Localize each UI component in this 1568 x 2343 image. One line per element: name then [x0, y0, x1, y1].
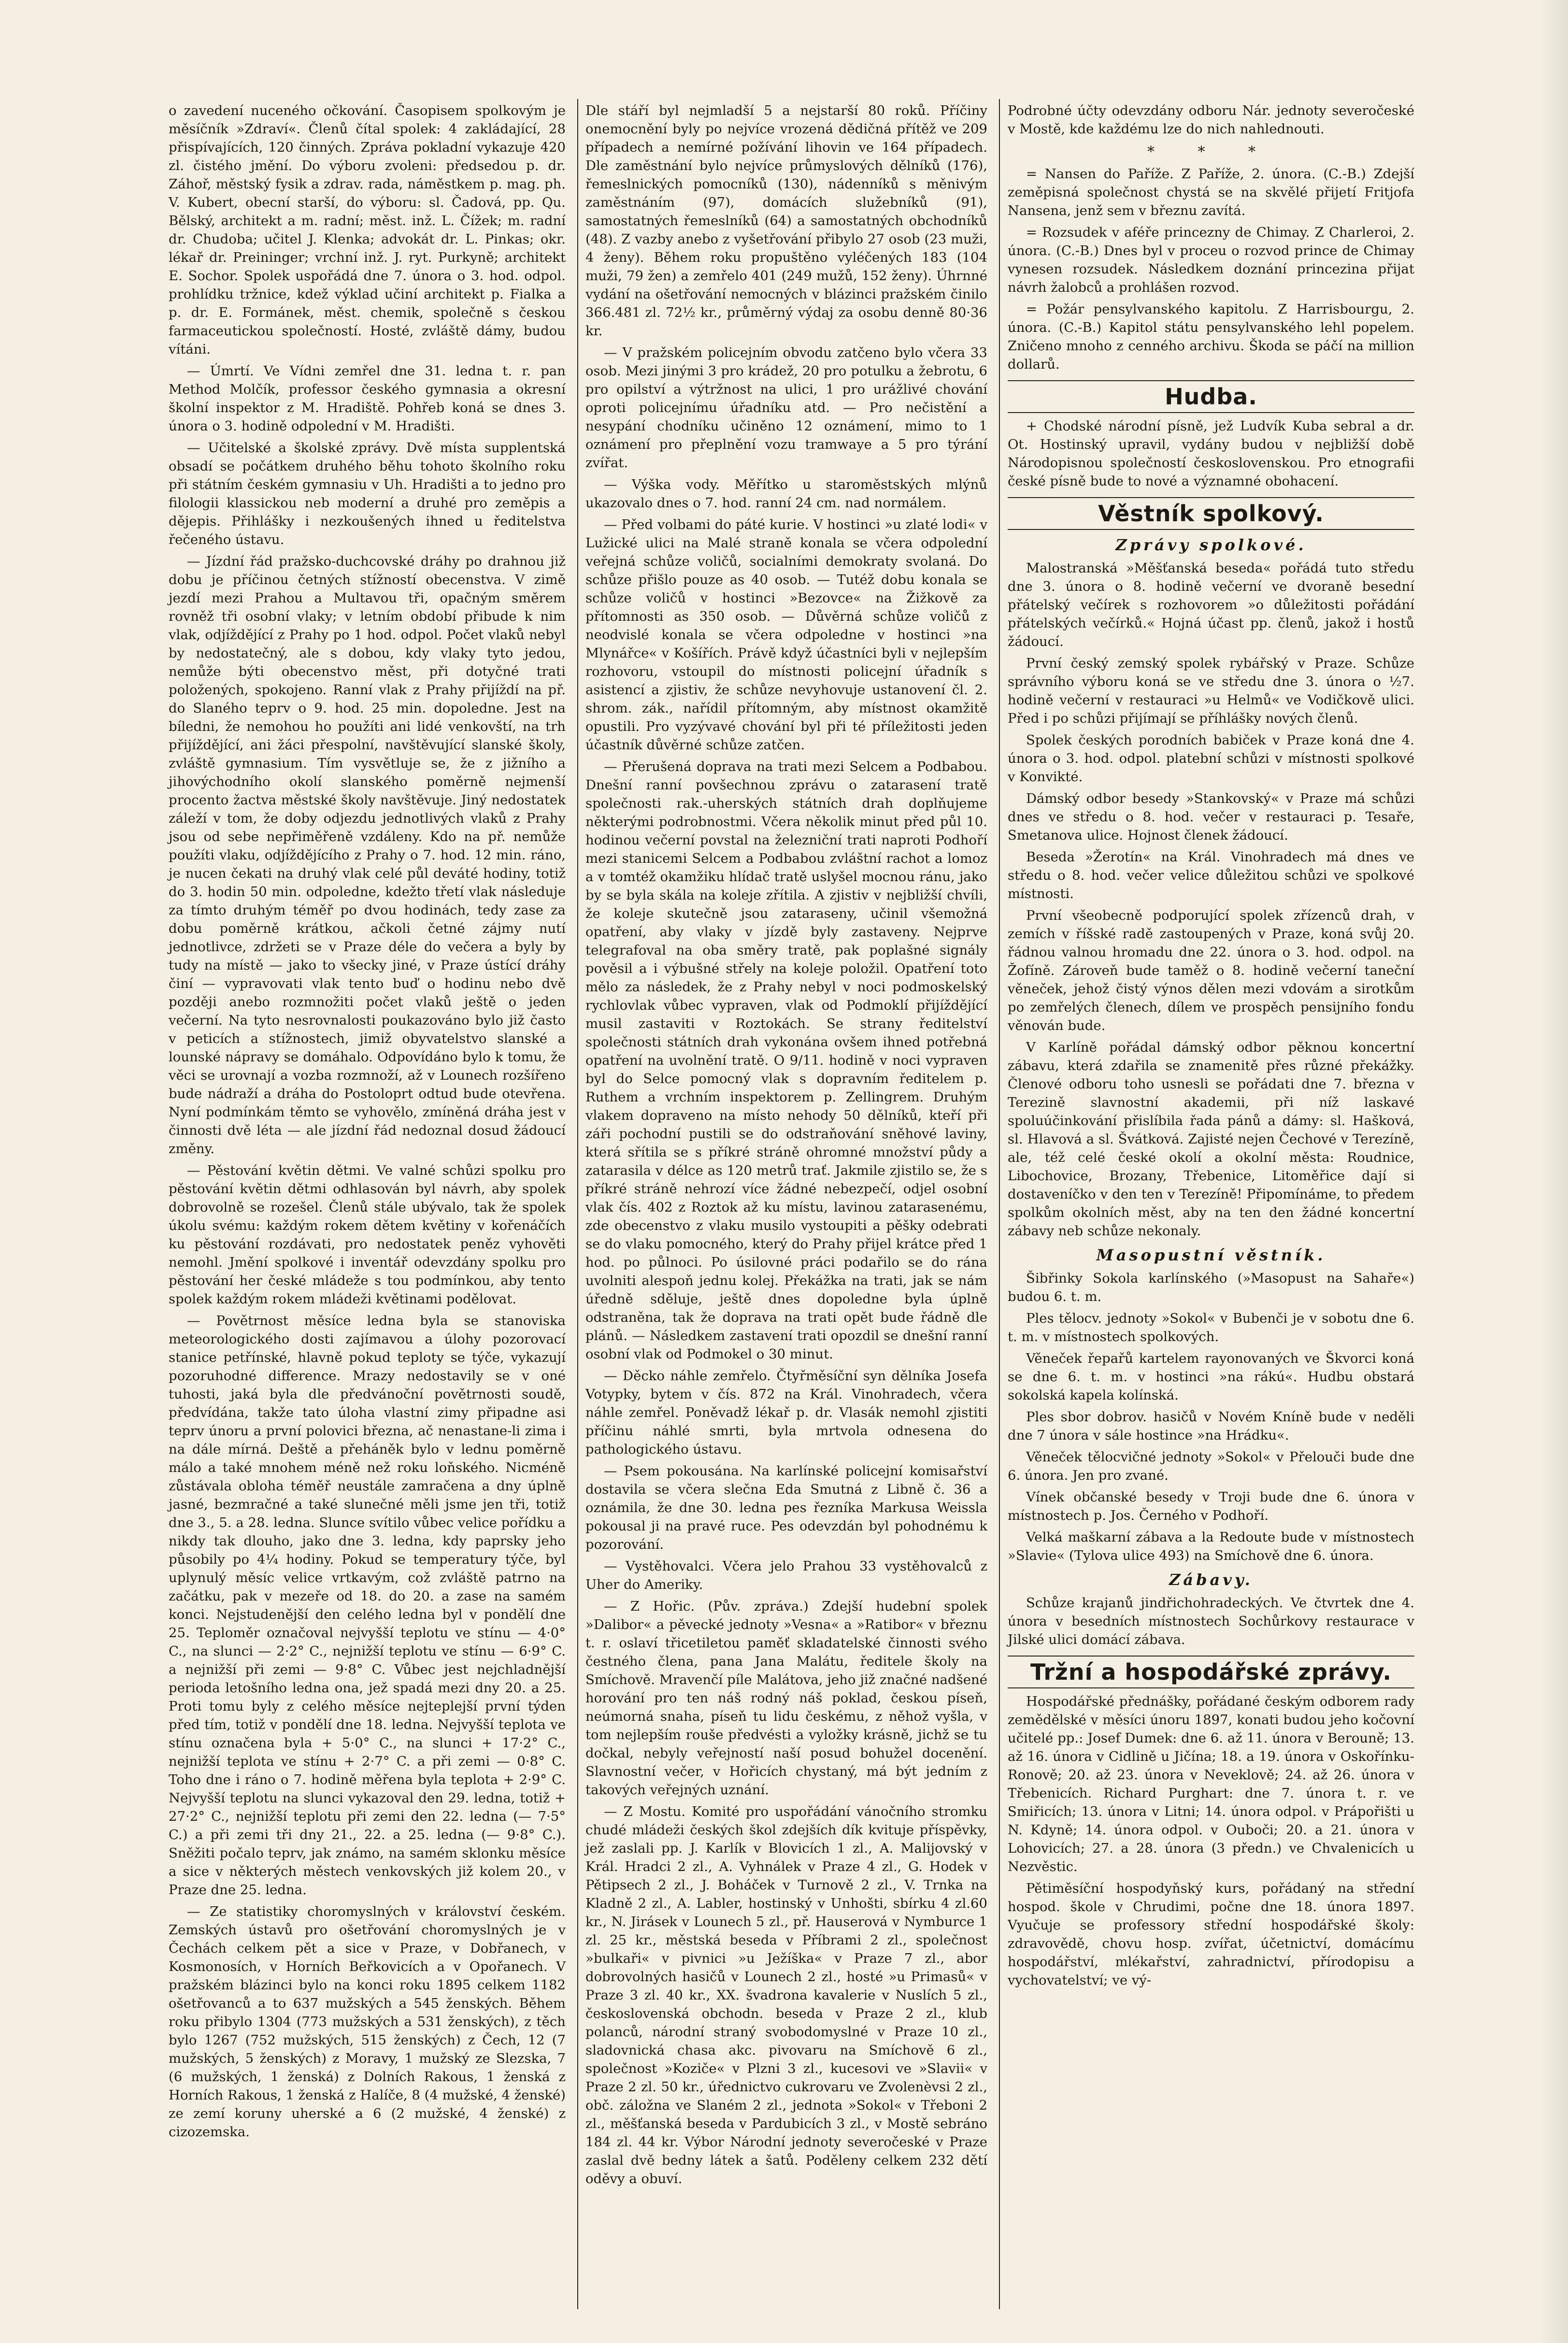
article-paragraph: = Rozsudek v aféře princezny de Chimay. Z Charleroi, 2. února. (C.-B.) Dnes byl v proceu o rozvod prince de Chimay vynesen rozsudek. Následkem doznání princezina přijat návrh žalobců a prohlášen rozvod. — [1008, 225, 1414, 295]
article-paragraph: — V pražském policejním obvodu zatčeno bylo včera 33 osob. Mezi jinými 3 pro krádež, 20 pro potulku a žebrotu, 6 pro opilství a výtržnost na ulici, 1 pro urážlivé chování oproti policejnímu úřadníku atd. — Pro nečistění a nesypání chodníku učiněno 12 oznámení, mimo to 1 oznámení pro přeplnění vozu tramwaye a 5 pro týrání zvířat. — [585, 345, 987, 471]
section-heading-clubs: Věstník spolkový. — [1008, 497, 1414, 530]
article-paragraph: — Jízdní řád pražsko-duchcovské dráhy po drahnou již dobu je příčinou četných stížností obecenstva. V zimě jezdí mezi Prahou a Multavou tři, opačným směrem rovněž tři osobní vlaky; v letním období přibude k nim vlak, odjíždějící z Prahy po 1 hod. odpol. Počet vlaků nebyl by nedostatečný, ale s dobou, kdy vlaky tyto jedou, nemůže býti obecenstvo měst, při dotyčné trati položených, spokojeno. Ranní vlak z Prahy přijíždí na př. do Slaného teprv o 9. hod. 25 min. dopoledne. Jest na bíledni, že nemohou ho použíti ani lidé venkovští, na trh přijíždějící, ani žáci přespolní, navštěvující slanské školy, zvláště gymnasium. Tím vysvětluje se, že z jižního a jihovýchodního okolí slanského poměrně nejmenší procento žactva městské školy navštěvuje. Jiný nedostatek záleží v tom, že doby odjezdu jednotlivých vlaků z Prahy jsou od sebe nepřiměřeně vzdáleny. Kdo na př. nemůže použíti vlaku, odjíždějícího z Prahy o 7. hod. 12 min. ráno, je nucen čekati na druhý vlak celé půl deváté hodiny, totiž do 3. hodin 50 min. odpoledne, kdežto třetí vlak následuje za tímto druhým téměř po dvou hodinách, tedy zase za dobu poměrně krátkou, ačkoli četné zájmy nutí jednotlivce, zdržeti se v Praze déle do večera a byly by tudy na místě — jako to všecky jiné, v Praze ústící dráhy činí — vypravovati vlak tento buď o hodinu nebo dvě později anebo rozmnožiti počet vlaků ještě o jeden večerní. Na tyto nesrovnalosti poukazováno bylo již často v peticích a stížnostech, jimiž obyvatelstvo slanské a lounské nápravy se domáhalo. Odpovídáno bylo k tomu, že věci se urovnají a vozba rozmnoží, až v Lounech rozšířeno bude nádraží a dráha do Postoloprt odtud bude otevřena. Nyní podmínkám těmto se vyhovělo, zmíněná dráha jest v činnosti dvě léta — ale jízdní řád nedoznal dosud žádoucí změny. — [169, 554, 566, 1157]
article-paragraph: Ples sbor dobrov. hasičů v Novém Kníně bude v neděli dne 7 února v sále hostince »na Hrádku«. — [1008, 1409, 1414, 1443]
article-paragraph: — Výška vody. Měřítko u staroměstských mlýnů ukazovalo dnes o 7. hod. ranní 24 cm. nad normálem. — [585, 477, 987, 511]
column-1 — [162, 101, 577, 2309]
article-paragraph: — Úmrtí. Ve Vídni zemřel dne 31. ledna t. r. pan Method Molčík, professor českého gymnasia a okresní školní inspektor z M. Hradiště. Pohřeb koná se dnes 3. února o 3. hodině odpolední v M. Hradišti. — [169, 363, 566, 434]
article-paragraph: Věneček řepařů kartelem rayonovaných ve Škvorci koná se dne 6. t. m. v hostinci »na rákú«. Hudbu obstará sokolská kapela kolínská. — [1008, 1351, 1414, 1403]
section-heading-market: Tržní a hospodářské zprávy. — [1008, 1656, 1414, 1688]
article-paragraph: o zavedení nuceného očkování. Časopisem spolkovým je měsíčník »Zdraví«. Členů čítal spolek: 4 zakládající, 28 přispívajících, 120 činných. Zpráva pokladní vykazuje 420 zl. čistého jmění. Do výboru zvoleni: předsedou p. dr. Záhoř, městský fysik a zdrav. rada, náměstkem p. mag. ph. V. Kubert, obecní starší, do výboru: sl. Čadová, pp. Qu. Bělský, architekt a m. radní; měst. inž. L. Čížek; m. radní dr. Chudoba; učitel J. Klenka; advokát dr. L. Pinkas; okr. lékař dr. Preininger; vrchní inž. J. ryt. Purkyně; architekt E. Sochor. Spolek uspořádá dne 7. února o 3. hod. odpol. prohlídku tržnice, kdež výklad učiní architekt p. Fialka a p. dr. E. Formánek, měst. chemik, společně s českou farmaceutickou společností. Hosté, zvláště dámy, budou vítáni. — [169, 103, 566, 357]
club-news-list — [1008, 559, 1414, 1240]
column-3 — [1001, 101, 1426, 2309]
article-paragraph: Pětiměsíční hospodyňský kurs, pořádaný na střední hospod. škole v Chrudimi, počne dne 18. února 1897. Vyučuje se professory střední hospodářské školy: zdravovědě, chovu hosp. zvířat, účetnictví, domácímu hospodářství, mlékařství, zahradnictví, přírodopisu a vychovatelství; ve vý- — [1008, 1881, 1414, 1988]
column-rule — [999, 99, 1000, 2309]
article-paragraph: — Učitelské a školské zprávy. Dvě místa supplentská obsadí se počátkem druhého běhu tohoto školního roku při státním českém gymnasiu v Uh. Hradišti a to jedno pro filologii klassickou neb moderní a druhé pro zeměpis a dějepis. Přihlášky i nezkoušených ihned u ředitelstva řečeného ústavu. — [169, 440, 566, 547]
article-paragraph: — Vystěhovalci. Včera jelo Prahou 33 vystěhovalců z Uher do Ameriky. — [585, 1558, 987, 1592]
article-paragraph: Dle stáří byl nejmladší 5 a nejstarší 80 roků. Příčiny onemocnění byly po nejvíce vrozená dědičná přítěž ve 209 případech a nemírné požívání lihovin ve 164 případech. Dle zaměstnání bylo nejvíce průmyslových dělníků (176), řemeslnických pomocníků (130), nádenníků s měnivým zaměstnáním (97), domácích služebníků (91), samostatných řemeslníků (64) a samostatných obchodníků (48). Z vazby anebo z vyšetřování přibylo 27 osob (23 muži, 4 ženy). Během roku propuštěno vyléčených 183 (104 muži, 79 žen) a zemřelo 401 (249 mužů, 152 ženy). Úhrnné vydání na ošetřování nemocných v blázinci pražském činilo 366.481 zl. 72½ kr., průměrný výdaj za osobu denně 80·36 kr. — [585, 103, 987, 339]
article-paragraph: Ples tělocv. jednoty »Sokol« v Bubenči je v sobotu dne 6. t. m. v místnostech spolkových. — [1008, 1311, 1414, 1344]
article-paragraph: — Z Hořic. (Pův. zpráva.) Zdejší hudební spolek »Dalibor« a pěvecké jednoty »Vesna« a »Ratibor« v březnu t. r. oslaví třicetiletou paměť skladatelské činnosti svého čestného člena, pana Jana Malátu, ředitele školy na Smíchově. Mravenčí píle Malátova, jeho již značné nadšené horování pro ten náš rodný náš poklad, českou píseň, neúmorná snaha, píseň tu lidu českému, z něhož vyšla, v tom nejlepším rouše předvésti a vyložky krásně, jichž se tu dočkal, nebyly veřejností naší posud bohužel docenění. Slavnostní večer, v Hořicích chystaný, má být jedním z takových veřejných uznání. — [585, 1599, 987, 1798]
article-paragraph: = Požár pensylvanského kapitolu. Z Harrisbourgu, 2. února. (C.-B.) Kapitol státu pensylvanského lehl popelem. Zničeno mnoho z cenného archivu. Škoda se páčí na million dollarů. — [1008, 301, 1414, 372]
article-paragraph: = Nansen do Paříže. Z Paříže, 2. února. (C.-B.) Zdejší zeměpisná společnost chystá se na skvělé přijetí Fritjofa Nansena, jenž sem v březnu zavítá. — [1008, 166, 1414, 218]
article-paragraph: — Děcko náhle zemřelo. Čtyřměsíční syn dělníka Josefa Votypky, bytem v čís. 872 na Král. Vinohradech, včera náhle zemřel. Poněvadž lékař p. dr. Vlasák nemohl zjistiti příčinu náhlé smrti, byla mrtvola odnesena do pathologického ústavu. — [585, 1368, 987, 1457]
article-paragraph: V Karlíně pořádal dámský odbor pěknou koncertní zábavu, která zdařila se znamenitě přes různé překážky. Členové odboru toho usnesli se pořádati dne 7. března v Terezině slavnostní akademii, při níž laskavé spoluúčinkování přislíbila řada pánů a dámy: sl. Hašková, sl. Hlavová a sl. Švátková. Zajisté nejen Čechové v Terezíně, ale, též celé české okolí a okolní města: Roudnice, Libochovice, Brozany, Třebenice, Litoměřice dají si dostaveníčko v den ten v Terezíně! Připomínáme, to předem spolkům okolních měst, aby na ten den žádné koncertní zábavy neb schůze nekonaly. — [1008, 1040, 1414, 1239]
article-paragraph: — Ze statistiky choromyslných v království českém. Zemských ústavů pro ošetřování choromyslných je v Čechách celkem pět a sice v Praze, v Dobřanech, v Kosmonosích, v Horních Beřkovicích a v Opořanech. V pražském blázinci bylo na konci roku 1895 celkem 1182 ošetřovanců a to 637 mužských a 545 ženských. Během roku přibylo 1304 (773 mužských a 531 ženských), z těch bylo 1267 (752 mužských, 515 ženských) z Čech, 12 (7 mužských, 5 ženských) z Moravy, 1 mužský ze Slezska, 7 (6 mužských, 1 ženská) z Dolních Rakous, 1 ženská z Horních Rakous, 1 ženská z Halíče, 8 (4 mužské, 4 ženské) ze zemí koruny uherské a 6 (2 mužské, 4 ženské) z cizozemska. — [169, 1904, 566, 2140]
article-paragraph: Podrobné účty odevzdány odboru Nár. jednoty severočeské v Mostě, kde každému lze do nich nahlednouti. — [1008, 103, 1414, 137]
article-paragraph: Hospodářské přednášky, pořádané českým odborem rady zemědělské v měsíci únoru 1897, konati budou jeho kočovní učitelé pp.: Josef Dumek: dne 6. až 11. února v Berouně; 13. až 16. února v Cidlině u Jičína; 18. a 19. února v Oskořínku-Ronově; 20. až 23. února v Neveklově; 24. až 26. února v Třebenicích. Richard Purghart: dne 7. února t. r. ve Smiřicích; 13. února v Litni; 14. února odpol. v Prápořišti u N. Kdyně; 14. února odpol. v Ouboči; 20. a 21. února v Lohovicích; 27. a 28. února (3 předn.) ve Chvalenicích u Nezvěstic. — [1008, 1694, 1414, 1874]
page-edge-shadow — [1539, 0, 1568, 2343]
article-paragraph: — Přerušená doprava na trati mezi Selcem a Podbabou. Dnešní ranní povšechnou zprávu o zatarasení tratě společnosti rak.-uherských státních drah doplňujeme některými podrobnostmi. Včera několik minut před půl 10. hodinou večerní povstal na železniční trati naproti Podhoří mezi stanicemi Selcem a Podbabou zvláštní rachot a lomoz a v tomtéž okamžiku hlídač tratě uslyšel mocnou ránu, jako by se byla skála na koleje zřítila. A zjistiv v nejbližší chvíli, že koleje skutečně jsou zataraseny, učinil všemožná opatření, aby vlaky v jízdě byly zastaveny. Nejprve telegrafoval na oba směry tratě, pak poplašné signály pověsil a i výbušné střely na koleje položil. Opatření toto mělo za následek, že z Prahy nebyl v noci podmoskelský rychlovlak vůbec vypraven, vlak od Podmoklí přijíždějící musil zastaviti v Roztokách. Se strany ředitelství společnosti státních drah vykonána ovšem ihned potřebná opatření na uvolnění tratě. O 9/11. hodině v noci vypraven byl do Selce pomocný vlak s dopravním ředitelem p. Ruthem a vrchním inspektorem p. Zellingrem. Druhým vlakem dopraveno na místo nehody 50 dělníků, kteří při záři pochodní pustili se do odstraňování sněhové laviny, která sřítila se s příkré stráně ohromné množství půdy a zatarasila v délce as 120 metrů trať. Jakmile zjistilo se, že s příkré stráně nehrozí více žádné nebezpečí, odjel osobní vlak čís. 402 z Roztok až ku místu, lavinou zatarasenému, zde obecenstvo z vlaku musilo vystoupiti a pěšky odebrati se do vlaku pomocného, který do Prahy přijel krátce před 1 hod. po půlnoci. Po úsilovné práci podařilo se do rána uvolniti alespoň jednu kolej. Překážka na trati, jak se nám úředně sděluje, ještě dnes dopoledne byla úplně odstraněna, tak že doprava na trati opět bude řádně dle plánů. — Následkem zastavení trati opozdil se dnešní ranní osobní vlak od Podmokel o 30 minut. — [585, 759, 987, 1362]
article-paragraph: Velká maškarní zábava a la Redoute bude v místnostech »Slavie« (Tylova ulice 493) na Smíchově dne 6. února. — [1008, 1529, 1414, 1563]
article-paragraph: — Povětrnost měsíce ledna byla se stanoviska meteorologického dosti zajímavou a úlohy pozorovací stanice petřínské, hlavně pokud teploty se týče, vykazují pozoruhodné difference. Mrazy nedostavily se v oné tuhosti, jaká byla dle předvánoční povětrnosti soudě, předvídána, takže tato úloha vlastní zimy připadne asi teprv únoru a první polovici března, ač nenastane-li zima i na dále mírná. Deště a přeháněk bylo v lednu poměrně málo a také mnohem méně než roku loňského. Nicméně zůstávala obloha téměř neustále zamračena a dny úplně jasné, bezmračné a také slunečné měli jsme jen tři, totiž dne 3., 5. a 28. ledna. Slunce svítilo vůbec velice pořídku a nikdy tak dlouho, jako dne 3. ledna, kdy paprsky jeho působily po 4¼ hodiny. Pokud se temperatury týče, byl uplynulý měsíc velice vrtkavým, což zvláště patrno na začátku, pak v mezeře od 18. do 20. a zase na samém konci. Nejstudenější den celého ledna byl v pondělí dne 25. Teploměr označoval nejvyšší teplotu ve stínu — 4·0° C., na slunci — 2·2° C., nejnižší teplotu ve stínu — 6·9° C. a nejnižší při zemi — 9·8° C. Vůbec jest nejchladnější perioda letošního ledna ona, jež spadá mezi dny 20. a 25. Proti tomu byly z celého měsíce nejteplejší první týden před tím, totiž v pondělí dne 18. ledna. Nejvyšší teplota ve stínu označena byla + 5·0° C., na slunci + 17·2° C., nejnižší teplota ve stínu + 2·7° C. a při zemi — 0·8° C. Toho dne i ráno o 7. hodině měřena byla teplota + 2·9° C. Nejvyšší teplotu na slunci vykazoval den 29. ledna, totiž + 27·2° C., nejnižší teplotu při zemi den 22. ledna (— 7·5° C.) a při zemi tři dny 21., 22. a 25. ledna (— 9·8° C.). Sněžiti počalo teprv, jak známo, na samém sklonku měsíce a sice v některých městech venkovských již kolem 20., v Praze dne 25. ledna. — [169, 1313, 566, 1898]
article-paragraph: — Psem pokousána. Na karlínské policejní komisařství dostavila se včera slečna Eda Smutná z Libně č. 36 a oznámila, že dne 30. ledna pes řezníka Markusa Weissla pokousal ji na pravé ruce. Pes odevzdán byl pohodnému k pozorování. — [585, 1463, 987, 1552]
article-paragraph: — Z Mostu. Komité pro uspořádání vánočního stromku chudé mládeži českých škol zdejších dík kvituje příspěvky, jež zaslali pp. J. Karlík v Blovicích 1 zl., A. Malijovský v Král. Hradci 2 zl., A. Vyhnálek v Praze 4 zl., G. Hodek v Pětipsech 2 zl., J. Boháček v Turnově 2 zl., V. Trnka na Kladně 2 zl., A. Labler, hostinský v Unhošti, sbírku 4 zl.60 kr., N. Jirásek v Lounech 5 zl., př. Hauserová v Nymburce 1 zl. 25 kr., městská beseda v Příbrami 2 zl., společnost »bulkaři« v pivnici »u Ježíška« v Praze 7 zl., abor dobrovolných hasičů v Lounech 2 zl., hosté »u Primasů« v Praze 3 zl. 40 kr., XX. švadrona kavalerie v Nuslích 5 zl., československá obchodn. beseda v Praze 2 zl., klub polanců, národní straný svobodomyslné v Praze 10 zl., sladovnická chasa akc. pivovaru na Smíchově 6 zl., společnost »Koziče« v Plzni 3 zl., kucesovi ve »Slavii« v Praze 2 zl. 50 kr., úřednictvo cukrovaru ve Zvolenèvsi 2 zl., obč. záložna ve Slaném 2 zl., jednota »Sokol« v Třeboni 2 zl., měšťanská beseda v Pardubicích 3 zl., v Mostě sebráno 184 zl. 44 kr. Výbor Národní jednoty severočeské v Praze zaslal dvě bedny látek a šatů. Poděleny celkem 232 dětí oděvy a obuví. — [585, 1804, 987, 2186]
article-paragraph: Vínek občanské besedy v Troji bude dne 6. února v místnostech p. Jos. Černého v Podhoří. — [1008, 1489, 1414, 1523]
article-paragraph: Spolek českých porodních babiček v Praze koná dne 4. února o 3. hod. odpol. platební schůzi v místnosti spolkové v Konvikté. — [1008, 732, 1414, 785]
subheading-club-news: Zprávy spolkové. — [1115, 536, 1307, 554]
carnival-list — [1008, 1269, 1414, 1565]
separator-stars: * * * — [1147, 143, 1275, 160]
article-paragraph: Schůze krajanů jindřichohradeckých. Ve čtvrtek dne 4. února v besedních místnostech Sochůrkovy restaurace v Jilské ulici domácí zábava. — [1008, 1595, 1414, 1647]
article-paragraph: Věneček tělocvičné jednoty »Sokol« v Přelouči bude dne 6. února. Jen pro zvané. — [1008, 1449, 1414, 1483]
column-2 — [579, 101, 999, 2309]
subheading-amusements: Zábavy. — [1169, 1571, 1253, 1589]
article-paragraph: Šibřinky Sokola karlínského (»Masopust na Sahaře«) budou 6. t. m. — [1008, 1271, 1414, 1304]
article-paragraph: Malostranská »Měšťanská beseda« pořádá tuto středu dne 3. února o 8. hodině večerní ve dvoraně besední přátelský večírek s rozhovorem »o důležitosti pořádání přátelských večírků.« Hojná účast pp. členů, jakož i hostů žádoucí. — [1008, 560, 1414, 649]
market-list — [1008, 1692, 1414, 1989]
article-paragraph: Dámský odbor besedy »Stankovský« v Praze má schůzi dnes ve středu o 8. hod. večer v restauraci p. Tesaře, Smetanova ulice. Hojnost členek žádoucí. — [1008, 791, 1414, 843]
article-paragraph: + Chodské národní písně, jež Ludvík Kuba sebral a dr. Ot. Hostinský upravil, vydány budou v nejbližší době Národopisnou společností československou. Pro etnografii české písně bude to nové a významné obohacení. — [1008, 418, 1414, 489]
article-paragraph: — Před volbami do páté kurie. V hostinci »u zlaté lodi« v Lužické ulici na Malé straně konala se včera odpolední veřejná schůze voličů, socialními demokraty svolaná. Do schůze přišlo pouze as 40 osob. — Tutéž dobu konala se schůze voličů v hostinci »Bezovce« na Žižkově za přítomnosti as 350 osob. — Důvěrná schůze voličů z neodvislé konala se včera odpoledne v hostinci »na Mlynářce« v Košířích. Právě když účastníci byli v nejlepším rozhovoru, vstoupil do místnosti policejní úřadník s asistencí a zjistiv, že schůze nevyhovuje ustanovení čl. 2. shrom. zák., nařídil přítomným, aby místnost okamžitě opustili. Pro vyzývavé chování byl při té příležitosti jeden účastník důvěrné schůze zatčen. — [585, 517, 987, 753]
article-paragraph: První český zemský spolek rybářský v Praze. Schůze správního výboru koná se ve středu dne 3. února o ½7. hodině večerní v restauraci »u Helmů« ve Vodičkově ulici. Před i po schůzi přijímají se příhlášky nových členů. — [1008, 656, 1414, 726]
section-heading-music: Hudba. — [1008, 380, 1414, 413]
column-rule — [577, 99, 578, 2309]
article-paragraph: Beseda »Žerotín« na Král. Vinohradech má dnes ve středu o 8. hod. večer velice důležitou schůzi ve spolkové místnosti. — [1008, 849, 1414, 901]
article-paragraph: — Pěstování květin dětmi. Ve valné schůzi spolku pro pěstování květin dětmi odhlasován byl návrh, aby spolek dobrovolně se rozešel. Členů stále ubývalo, tak že spolek úkolu svému: každým rokem dětem květiny v kořenáčích ku pěstování rozdávati, pro nedostatek peněz vyhověti nemohl. Jmění spolkové i inventář odevzdány spolku pro pěstování her české mládeže s tou podmínkou, aby tento spolek každým rokem mládeži květinami podělovat. — [169, 1163, 566, 1307]
article-paragraph: První všeobecně podporující spolek zřízenců drah, v zemích v říšské radě zastoupených v Praze, koná svůj 20. řádnou valnou hromadu dne 22. února o 3. hod. odpol. na Žofíně. Zároveň bude taměž o 8. hodině večerní taneční věneček, jehož čistý výnos dělen mezi vdovám a sirotkům po zemřelých členech, dílem ve prospěch pensijního fondu věnován bude. — [1008, 908, 1414, 1033]
subheading-carnival: Masopustní věstník. — [1096, 1246, 1326, 1264]
